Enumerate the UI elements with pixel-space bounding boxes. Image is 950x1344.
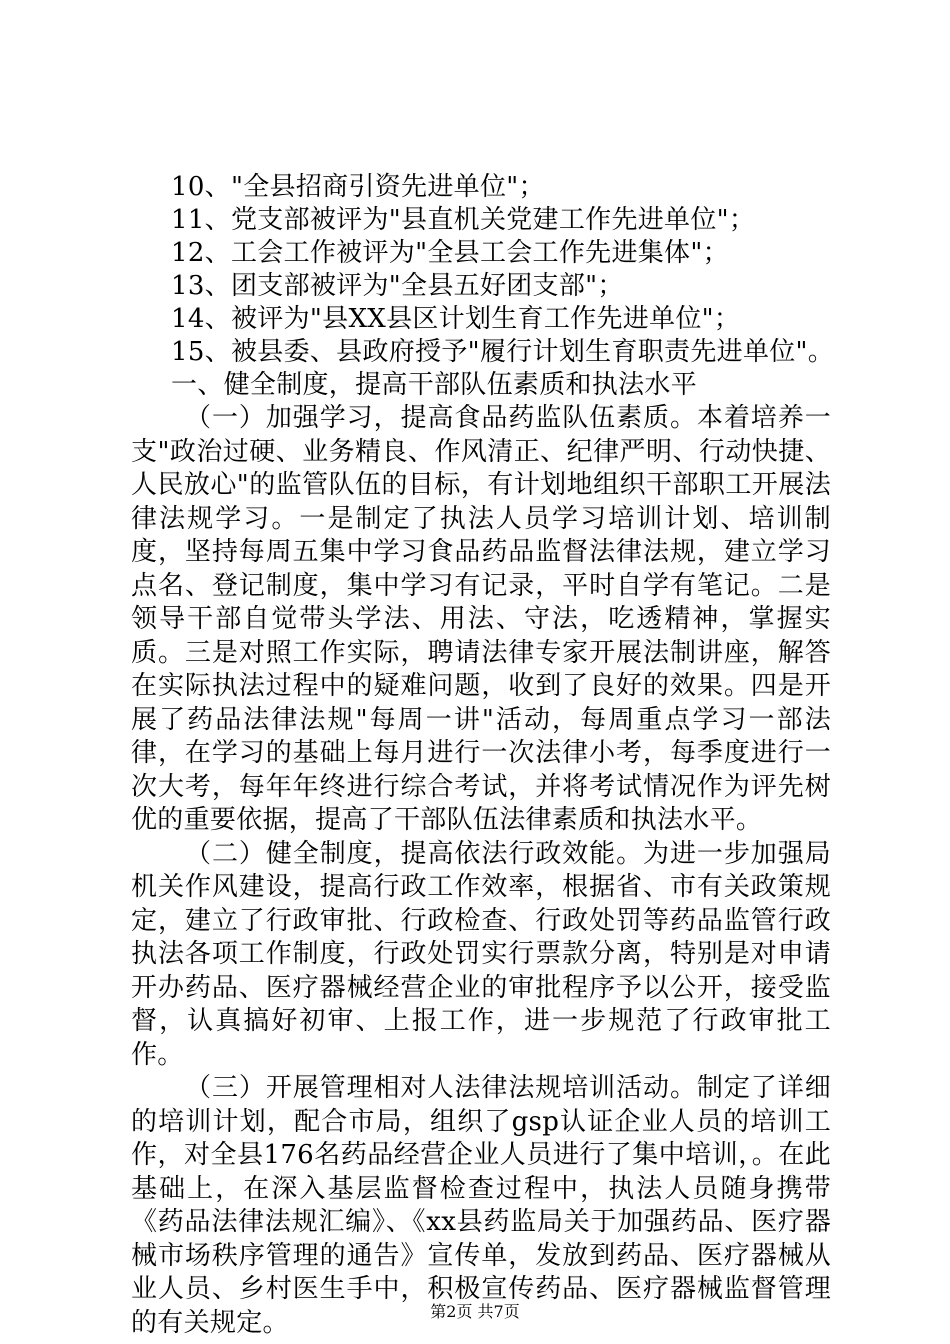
section-heading: 一、健全制度，提高干部队伍素质和执法水平 bbox=[171, 370, 698, 400]
paragraph-training: （三）开展管理相对人法律法规培训活动。制定了详细的培训计划，配合市局，组织了gsp认证企业人员的培训工作，对全县176名药品经营企业人员进行了集中培训，。在此基础上，在深入基层监督检查过程中，执法人员随身携带《药品法律法规汇编》、《xx县药监局关于加强药品、医疗器械市场秩序管理的通告》宣传单，发放到药品、医疗器械从业人员、乡村医生手中，积极宣传药品、医疗器械监督管理的有关规定。 bbox=[131, 1073, 831, 1338]
list-item: 12、工会工作被评为"全县工会工作先进集体"； bbox=[171, 238, 729, 268]
list-item: 11、党支部被评为"县直机关党建工作先进单位"； bbox=[171, 205, 756, 235]
document-body bbox=[131, 171, 835, 1340]
paragraph-study: （一）加强学习，提高食品药监队伍素质。本着培养一支"政治过硬、业务精良、作风清正、纪律严明、行动快捷、人民放心"的监管队伍的目标，有计划地组织干部职工开展法律法规学习。一是制定了执法人员学习培训计划、培训制度，坚持每周五集中学习食品药品监督法律法规，建立学习点名、登记制度，集中学习有记录，平时自学有笔记。二是领导干部自觉带头学法、用法、守法，吃透精神，掌握实质。三是对照工作实际，聘请法律专家开展法制讲座，解答在实际执法过程中的疑难问题，收到了良好的效果。四是开展了药品法律法规"每周一讲"活动，每周重点学习一部法律，在学习的基础上每月进行一次法律小考，每季度进行一次大考，每年年终进行综合考试，并将考试情况作为评先树优的重要依据，提高了干部队伍法律素质和执法水平。 bbox=[131, 403, 831, 835]
list-item: 10、"全县招商引资先进单位"； bbox=[171, 172, 545, 202]
list-item: 14、被评为"县XX县区计划生育工作先进单位"； bbox=[171, 304, 741, 334]
list-item: 13、团支部被评为"全县五好团支部"； bbox=[171, 271, 624, 301]
page-number-footer: 第2页 共7页 bbox=[430, 1302, 520, 1321]
list-item: 15、被县委、县政府授予"履行计划生育职责先进单位"。 bbox=[171, 337, 835, 367]
paragraph-system: （二）健全制度，提高依法行政效能。为进一步加强局机关作风建设，提高行政工作效率，根据省、市有关政策规定，建立了行政审批、行政检查、行政处罚等药品监管行政执法各项工作制度，行政处罚实行票款分离，特别是对申请开办药品、医疗器械经营企业的审批程序予以公开，接受监督，认真搞好初审、上报工作，进一步规范了行政审批工作。 bbox=[131, 838, 831, 1070]
